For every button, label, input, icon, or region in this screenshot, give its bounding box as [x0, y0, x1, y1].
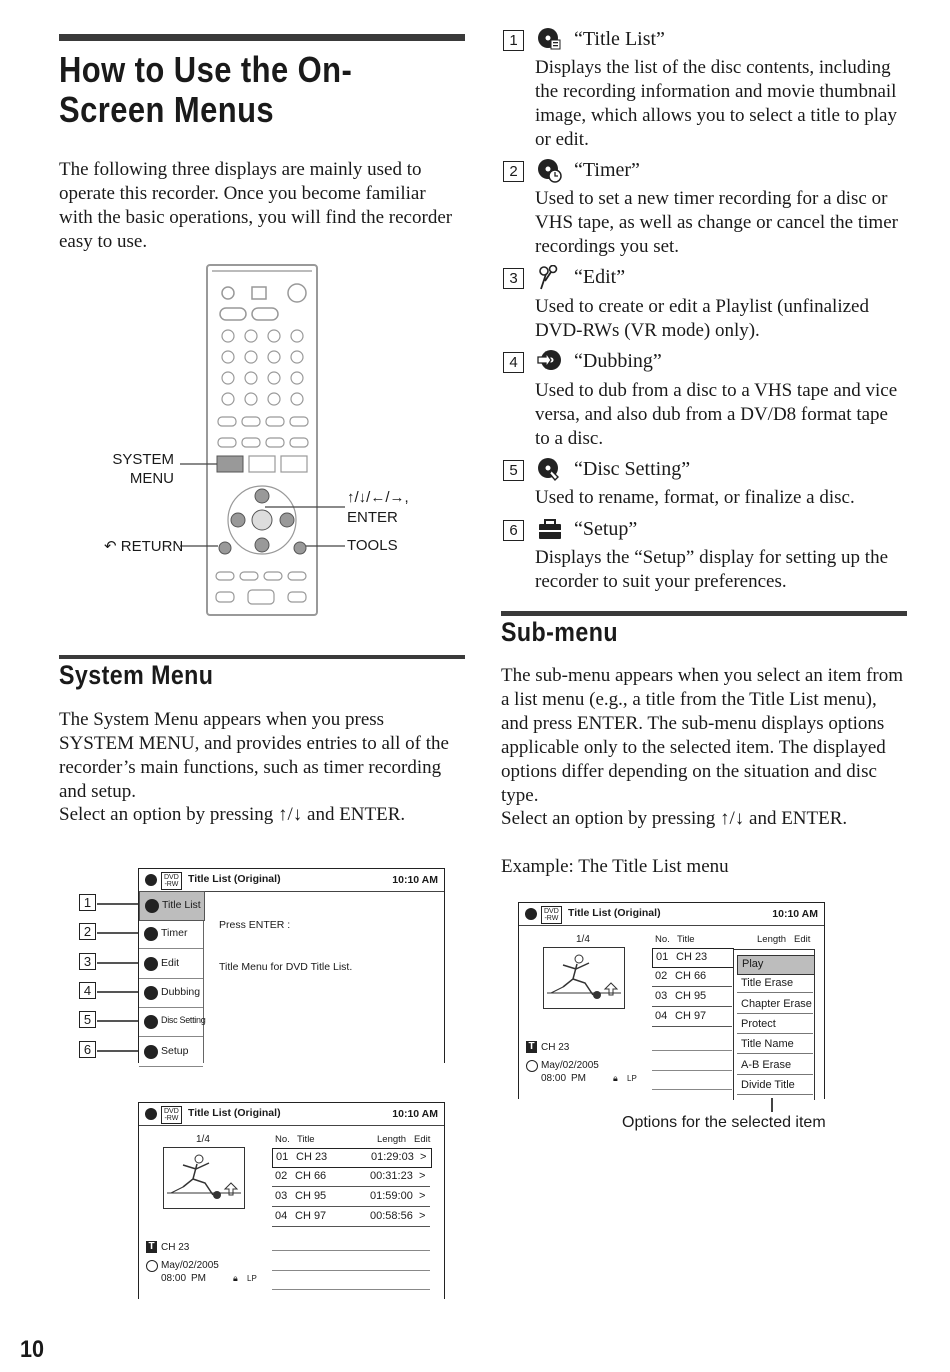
menu-item-icon	[144, 1045, 158, 1059]
sub-menu-popup	[733, 949, 815, 1100]
return-label	[104, 537, 183, 555]
cell-no: 02	[655, 970, 668, 982]
t-badge-icon: T	[526, 1041, 537, 1053]
menu-item-label: Title List	[162, 899, 201, 911]
info-date: May/02/2005	[541, 1060, 599, 1071]
disc-setting-icon	[537, 457, 563, 483]
screen-header-title: Title List (Original)	[568, 907, 661, 919]
cell-title: CH 97	[675, 1010, 707, 1022]
menu-item-label: Disc Setting	[161, 1015, 206, 1026]
title-thumbnail	[543, 947, 625, 1009]
option-protect[interactable]: Protect	[737, 1016, 813, 1034]
menu-item-icon	[144, 1015, 158, 1029]
enter-label: ENTER	[347, 509, 398, 526]
info-ampm: PM	[191, 1273, 206, 1284]
page-number: 10	[20, 1336, 45, 1363]
menu-item-label: Dubbing	[161, 985, 201, 998]
screen-header-title: Title List (Original)	[188, 1107, 281, 1119]
page-indicator: 1/4	[196, 1134, 210, 1145]
item-title-2: “Timer”	[574, 159, 640, 181]
menu-item-icon	[144, 957, 158, 971]
disc-icon	[145, 874, 157, 886]
menu-item-label: Timer	[161, 927, 188, 940]
callout-leader-line	[97, 1020, 143, 1022]
title-thumbnail	[163, 1147, 245, 1209]
item-title-4: “Dubbing”	[574, 350, 662, 372]
callout-leader-line	[97, 991, 143, 993]
system-menu-screen	[138, 868, 445, 1063]
info-channel: CH 23	[161, 1242, 190, 1253]
col-length: Length	[757, 934, 787, 945]
return-icon: ↶	[104, 538, 117, 555]
intro-paragraph: The following three displays are mainly used to operate this recorder. Once you become familiar with the basic operations, you will find the recorder easy to use.	[59, 159, 453, 252]
callout-leader-line	[97, 1050, 143, 1052]
info-channel: CH 23	[541, 1042, 570, 1053]
dvd-rw-tag: DVD -RW	[161, 1106, 182, 1124]
info-time: 08:00	[541, 1073, 567, 1084]
item-number-4: 4	[503, 352, 524, 373]
col-edit: Edit	[794, 934, 811, 945]
cell-no: 02	[275, 1170, 288, 1182]
option-title-name[interactable]: Title Name	[737, 1036, 813, 1054]
t-badge-icon: T	[146, 1241, 157, 1253]
cell-title: CH 97	[295, 1210, 327, 1222]
callout-leader-line	[97, 932, 143, 934]
col-title: Title	[297, 1134, 315, 1145]
item-number-6: 6	[503, 520, 524, 541]
table-row[interactable]	[272, 1208, 430, 1227]
item-number-2: 2	[503, 161, 524, 182]
arrows-label: ↑/↓/←/→,	[347, 489, 409, 506]
menu-item-label: Edit	[161, 956, 180, 969]
item-title-6: “Setup”	[574, 518, 638, 540]
clock-icon	[526, 1060, 538, 1072]
system-menu-paragraph: The System Menu appears when you press SYSTEM MENU, and provides entries to all of the recorder’s main functions, such as timer recording and setup.	[59, 709, 449, 802]
info-mode: LP	[247, 1274, 257, 1283]
item-title-3: “Edit”	[574, 266, 626, 288]
cell-no: 03	[655, 990, 668, 1002]
menu-item-icon	[145, 899, 159, 913]
item-description-2: Used to set a new timer recording for a disc or VHS tape, as well as change or cancel the timer recordings you set.	[535, 188, 898, 257]
screen-callout-number: 1	[79, 894, 96, 911]
cell-edit: >	[420, 1151, 427, 1163]
screen-clock: 10:10 AM	[772, 908, 818, 920]
remote-leader-lines	[180, 455, 350, 565]
info-ampm: PM	[571, 1073, 586, 1084]
item-number-5: 5	[503, 460, 524, 481]
screen-clock: 10:10 AM	[392, 874, 438, 886]
setup-toolbox-icon	[537, 517, 563, 543]
menu-item-setup[interactable]	[139, 1038, 203, 1067]
option-title-erase[interactable]: Title Erase	[737, 975, 813, 993]
cell-no: 03	[275, 1190, 288, 1202]
sub-menu-paragraph: The sub-menu appears when you select an item from a list menu (e.g., a title from the Title List menu), and press ENTER. The sub-menu displays options applicable only to the selected item. The displayed options differ depending on the situation and disc type.	[501, 665, 904, 806]
item-title-1: “Title List”	[574, 28, 665, 50]
table-row[interactable]	[272, 1188, 430, 1207]
dvd-rw-tag: DVD -RW	[541, 906, 562, 924]
col-length: Length	[377, 1134, 407, 1145]
dubbing-icon	[537, 349, 563, 375]
option-chapter-erase[interactable]: Chapter Erase	[737, 996, 813, 1014]
disc-icon	[525, 908, 537, 920]
table-row[interactable]	[652, 968, 732, 987]
sub-menu-screen	[518, 902, 825, 1099]
option-a-b-erase[interactable]: A-B Erase	[737, 1057, 813, 1075]
table-row[interactable]	[652, 988, 732, 1007]
sub-menu-select-line: Select an option by pressing ↑/↓ and ENTER.	[501, 808, 848, 829]
cell-length: 01:59:00	[370, 1190, 413, 1202]
sub-menu-example: Example: The Title List menu	[501, 856, 729, 877]
press-enter-text: Press ENTER :	[219, 919, 291, 931]
cell-title: CH 95	[675, 990, 707, 1002]
screen-callout-number: 6	[79, 1041, 96, 1058]
menu-item-edit[interactable]	[139, 950, 203, 979]
cell-length: 01:29:03	[371, 1151, 414, 1163]
table-row[interactable]	[272, 1168, 430, 1187]
menu-item-icon	[144, 927, 158, 941]
cell-length: 00:58:56	[370, 1210, 413, 1222]
cell-edit: >	[419, 1210, 426, 1222]
cell-edit: >	[419, 1170, 426, 1182]
cell-title: CH 23	[296, 1151, 328, 1163]
cell-title: CH 66	[675, 970, 707, 982]
tools-label: TOOLS	[347, 537, 398, 554]
system-menu-heading: System Menu	[59, 660, 214, 690]
item-number-3: 3	[503, 268, 524, 289]
info-date: May/02/2005	[161, 1260, 219, 1271]
title-list-screen	[138, 1102, 445, 1299]
cell-length: 00:31:23	[370, 1170, 413, 1182]
option-play[interactable]: Play	[737, 955, 815, 975]
system-menu-label: SYSTEM MENU	[112, 451, 174, 487]
menu-item-icon	[144, 986, 158, 1000]
page-indicator: 1/4	[576, 934, 590, 945]
col-no: No.	[655, 934, 670, 945]
table-row[interactable]	[652, 948, 734, 968]
clock-icon	[146, 1260, 158, 1272]
item-description-1: Displays the list of the disc contents, including the recording information and movie thumbnail image, which allows you to select a title to play or edit.	[535, 57, 897, 150]
item-title-5: “Disc Setting”	[574, 458, 691, 480]
callout-leader-line	[97, 903, 143, 905]
disc-icon	[145, 1108, 157, 1120]
menu-item-timer[interactable]	[139, 920, 203, 949]
callout-leader-line	[97, 962, 143, 964]
cell-no: 01	[656, 951, 669, 963]
info-time: 08:00	[161, 1273, 187, 1284]
screen-clock: 10:10 AM	[392, 1108, 438, 1120]
cell-title: CH 66	[295, 1170, 327, 1182]
cell-no: 04	[655, 1010, 668, 1022]
options-caption: Options for the selected item	[622, 1114, 826, 1131]
cell-no: 04	[275, 1210, 288, 1222]
edit-scissors-icon	[537, 265, 563, 291]
table-row[interactable]	[652, 1008, 732, 1027]
system-menu-select-line: Select an option by pressing ↑/↓ and ENTER.	[59, 804, 406, 825]
cell-title: CH 95	[295, 1190, 327, 1202]
info-mode: LP	[627, 1074, 637, 1083]
option-divide-title[interactable]: Divide Title	[737, 1077, 813, 1095]
menu-item-title-list[interactable]	[139, 891, 205, 921]
menu-item-disc-setting[interactable]	[139, 1008, 206, 1037]
sub-menu-heading: Sub-menu	[501, 617, 618, 647]
col-edit: Edit	[414, 1134, 431, 1145]
item-description-3: Used to create or edit a Playlist (unfinalized DVD-RWs (VR mode) only).	[535, 296, 869, 341]
menu-item-dubbing[interactable]	[139, 979, 203, 1008]
menu-description-text: Title Menu for DVD Title List.	[219, 961, 353, 973]
screen-callout-number: 4	[79, 982, 96, 999]
table-row[interactable]	[272, 1148, 432, 1168]
cell-edit: >	[419, 1190, 426, 1202]
screen-callout-number: 3	[79, 953, 96, 970]
screen-callout-number: 5	[79, 1011, 96, 1028]
lock-icon: 🔒︎	[233, 1273, 238, 1283]
cell-no: 01	[276, 1151, 289, 1163]
return-label-text: RETURN	[120, 538, 184, 555]
col-title: Title	[677, 934, 695, 945]
page-title: How to Use the On-Screen Menus	[59, 49, 353, 130]
cell-title: CH 23	[676, 951, 708, 963]
screen-callout-number: 2	[79, 923, 96, 940]
lock-icon: 🔒︎	[613, 1073, 618, 1083]
item-description-4: Used to dub from a disc to a VHS tape and vice versa, and also dub from a DV/D8 format tape to a disc.	[535, 380, 898, 449]
item-description-5: Used to rename, format, or finalize a disc.	[535, 487, 855, 508]
item-number-1: 1	[503, 30, 524, 51]
dvd-rw-tag: DVD -RW	[161, 872, 182, 890]
col-no: No.	[275, 1134, 290, 1145]
menu-item-label: Setup	[161, 1044, 189, 1057]
title-list-icon	[537, 27, 563, 53]
item-description-6: Displays the “Setup” display for setting up the recorder to suit your preferences.	[535, 547, 889, 592]
screen-header-title: Title List (Original)	[188, 873, 281, 885]
caption-pointer	[771, 1098, 773, 1112]
timer-icon	[537, 158, 563, 184]
